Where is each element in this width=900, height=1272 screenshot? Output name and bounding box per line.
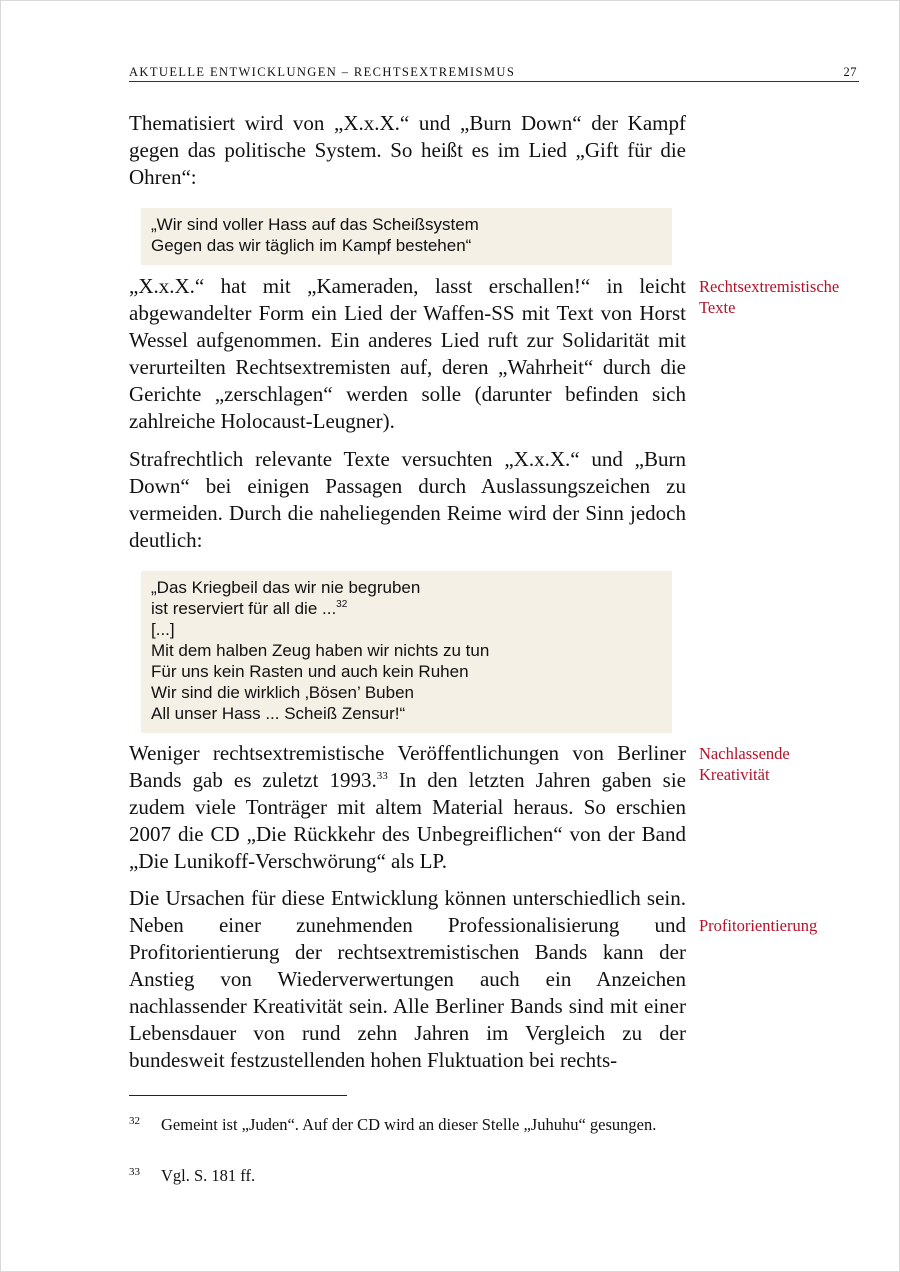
footnote-ref-32[interactable]: 32 xyxy=(336,599,348,610)
quote-block-1 xyxy=(141,208,672,265)
paragraph-4 xyxy=(129,740,686,875)
quote-2-line-2 xyxy=(151,598,661,619)
quote-2-line-4: Mit dem halben Zeug haben wir nichts zu tun xyxy=(151,641,490,660)
header-title: AKTUELLE ENTWICKLUNGEN – RECHTSEXTREMISMUS xyxy=(129,65,516,79)
margin-note-rechtsextremistische-texte xyxy=(699,276,879,318)
paragraph-2-text: „X.x.X.“ hat mit „Kameraden, lasst erschallen!“ in leicht abgewandelter Form ein Lied der Waffen-SS mit Text von Horst Wessel aufgenommen. Ein anderes Lied ruft zur Solidarität mit verurteilten Rechtsextremisten auf, deren „Wahrheit“ durch die Gerichte „zerschlagen“ werden solle (darunter befinden sich zahlreiche Holocaust-Leugner). xyxy=(129,274,686,433)
margin-note-2-line-2: Kreativität xyxy=(699,765,770,784)
margin-note-nachlassende-kreativitaet xyxy=(699,743,879,785)
paragraph-3-text: Strafrechtlich relevante Texte versuchten „X.x.X.“ und „Burn Down“ bei einigen Passagen durch Auslassungszeichen zu vermeiden. Durch die naheliegenden Reime wird der Sinn jedoch deutlich: xyxy=(129,447,686,552)
paragraph-4-part-1: Weniger rechtsextremistische Veröffentlichungen von Berliner Bands gab es zuletzt 1993. xyxy=(129,741,686,792)
quote-2-line-2-text: ist reserviert für all die ... xyxy=(151,599,337,618)
quote-2-line-3: [...] xyxy=(151,620,175,639)
paragraph-5 xyxy=(129,885,686,1074)
margin-note-2-line-1: Nachlassende xyxy=(699,744,790,763)
footnote-33 xyxy=(129,1165,686,1186)
paragraph-4-text xyxy=(129,740,686,875)
header-rule xyxy=(129,81,859,82)
margin-note-profitorientierung xyxy=(699,915,879,936)
page-number: 27 xyxy=(843,65,857,79)
footnote-32-text: Gemeint ist „Juden“. Auf der CD wird an dieser Stelle „Juhuhu“ gesungen. xyxy=(161,1115,657,1134)
paragraph-2 xyxy=(129,273,686,435)
quote-1-line-1: „Wir sind voller Hass auf das Scheißsystem xyxy=(151,215,479,234)
quote-2-line-1: „Das Kriegbeil das wir nie begruben xyxy=(151,578,421,597)
footnote-32-number: 32 xyxy=(129,1115,140,1127)
footnote-separator xyxy=(129,1095,347,1096)
quote-block-2 xyxy=(141,571,672,733)
footnote-33-number: 33 xyxy=(129,1166,140,1178)
quote-1-line-2: Gegen das wir täglich im Kampf bestehen“ xyxy=(151,236,472,255)
paragraph-1 xyxy=(129,110,686,191)
footnote-32 xyxy=(129,1114,686,1135)
margin-note-1-line-1: Rechtsextremistische xyxy=(699,277,840,296)
paragraph-1-text: Thematisiert wird von „X.x.X.“ und „Burn Down“ der Kampf gegen das politische System. So heißt es im Lied „Gift für die Ohren“: xyxy=(129,111,686,189)
margin-note-3-text: Profitorientierung xyxy=(699,916,818,935)
margin-note-1-line-2: Texte xyxy=(699,298,736,317)
footnote-33-text: Vgl. S. 181 ff. xyxy=(161,1166,256,1185)
running-header xyxy=(129,63,857,81)
paragraph-4-part-2: In den letzten Jahren gaben sie zudem viele Tonträger mit altem Material heraus. So erschien 2007 die CD „Die Rückkehr des Unbegreiflichen“ von der Band „Die Lunikoff-Verschwörung“ als LP. xyxy=(129,768,687,873)
quote-2-line-5: Für uns kein Rasten und auch kein Ruhen xyxy=(151,662,469,681)
paragraph-5-text: Die Ursachen für diese Entwicklung können unterschiedlich sein. Neben einer zunehmenden Professionalisierung und Profitorientierung der rechtsextremistischen Bands kann der Anstieg von Wiederverwertungen auch ein Anzeichen nachlassender Kreativität sein. Alle Berliner Bands sind mit einer Lebensdauer von rund zehn Jahren im Vergleich zu der bundesweit festzustellenden hohen Fluktuation bei rechts- xyxy=(129,886,686,1072)
quote-2-line-6: Wir sind die wirklich ‚Bösen’ Buben xyxy=(151,683,414,702)
footnote-ref-33[interactable]: 33 xyxy=(376,770,388,782)
paragraph-3 xyxy=(129,446,686,554)
quote-2-line-7: All unser Hass ... Scheiß Zensur!“ xyxy=(151,704,406,723)
